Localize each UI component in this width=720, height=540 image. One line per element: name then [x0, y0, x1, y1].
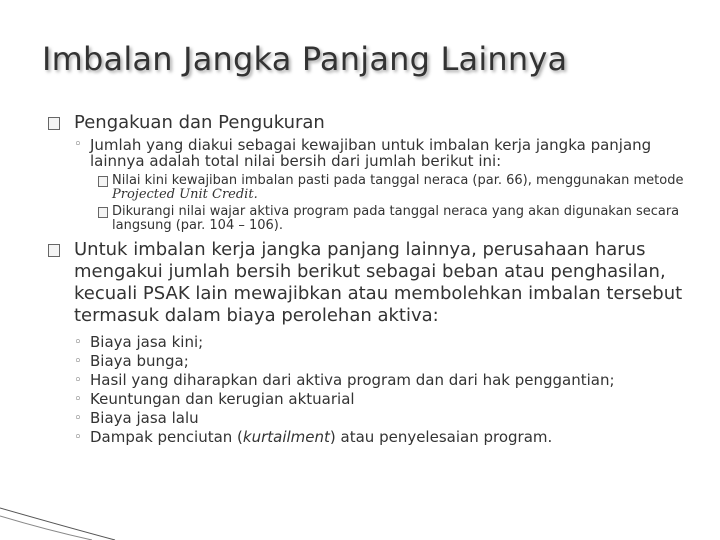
- section-heading-item: [48, 112, 688, 134]
- list-item: [48, 391, 688, 408]
- ring-bullet-icon: ◦: [74, 373, 82, 388]
- curtailment-term: kurtailment: [242, 428, 330, 446]
- recognition-point: [48, 137, 688, 169]
- list-item-text: Dampak penciutan (: [90, 428, 243, 446]
- list-item-text: Keuntungan dan kerugian aktuarial: [90, 390, 355, 408]
- slide-title: Imbalan Jangka Panjang Lainnya: [42, 40, 568, 78]
- sub-point-text: Dikurangi nilai wajar aktiva program pada tanggal neraca yang akan digunakan secara langsung (par. 104 – 106).: [112, 204, 680, 233]
- sub-point-text: Nilai kini kewajiban imbalan pasti pada tanggal neraca (par. 66), menggunakan metode: [112, 173, 684, 188]
- list-item-text: Biaya jasa lalu: [90, 409, 199, 427]
- list-item-text: Hasil yang diharapkan dari aktiva program dan dari hak penggantian;: [90, 371, 615, 389]
- checkbox-bullet-icon: [48, 244, 60, 257]
- checkbox-bullet-icon: [48, 117, 60, 130]
- expense-recognition-item: [48, 239, 688, 327]
- list-item: [48, 353, 688, 370]
- list-item: [48, 334, 688, 351]
- list-item-text: Biaya jasa kini;: [90, 333, 204, 351]
- list-item: [48, 372, 688, 389]
- list-item-text: Biaya bunga;: [90, 352, 189, 370]
- cost-component-list: [48, 334, 688, 446]
- ring-bullet-icon: ◦: [74, 411, 82, 426]
- sub-point-present-value: [48, 174, 688, 202]
- slide-body: [48, 112, 688, 446]
- ring-bullet-icon: ◦: [74, 137, 82, 152]
- sub-point-fair-value: [48, 205, 688, 233]
- expense-recognition-text: Untuk imbalan kerja jangka panjang lainnya, perusahaan harus mengakui jumlah bersih berikut sebagai beban atau penghasilan, kecuali PSAK lain mewajibkan atau membolehkan imbalan tersebut termasuk dalam biaya perolehan aktiva:: [74, 239, 683, 326]
- ring-bullet-icon: ◦: [74, 392, 82, 407]
- recognition-point-text: Jumlah yang diakui sebagai kewajiban untuk imbalan kerja jangka panjang lainnya adalah total nilai bersih dari jumlah berikut ini:: [90, 136, 652, 170]
- method-name: Projected Unit Credit.: [112, 187, 258, 202]
- decorative-corner-curve: [0, 470, 140, 540]
- list-item: [48, 410, 688, 427]
- list-item: [48, 429, 688, 446]
- ring-bullet-icon: ◦: [74, 354, 82, 369]
- section-heading-text: Pengakuan dan Pengukuran: [74, 112, 325, 133]
- checkbox-bullet-icon: [98, 207, 108, 218]
- ring-bullet-icon: ◦: [74, 335, 82, 350]
- ring-bullet-icon: ◦: [74, 430, 82, 445]
- list-item-text: ) atau penyelesaian program.: [329, 428, 553, 446]
- checkbox-bullet-icon: [98, 176, 108, 187]
